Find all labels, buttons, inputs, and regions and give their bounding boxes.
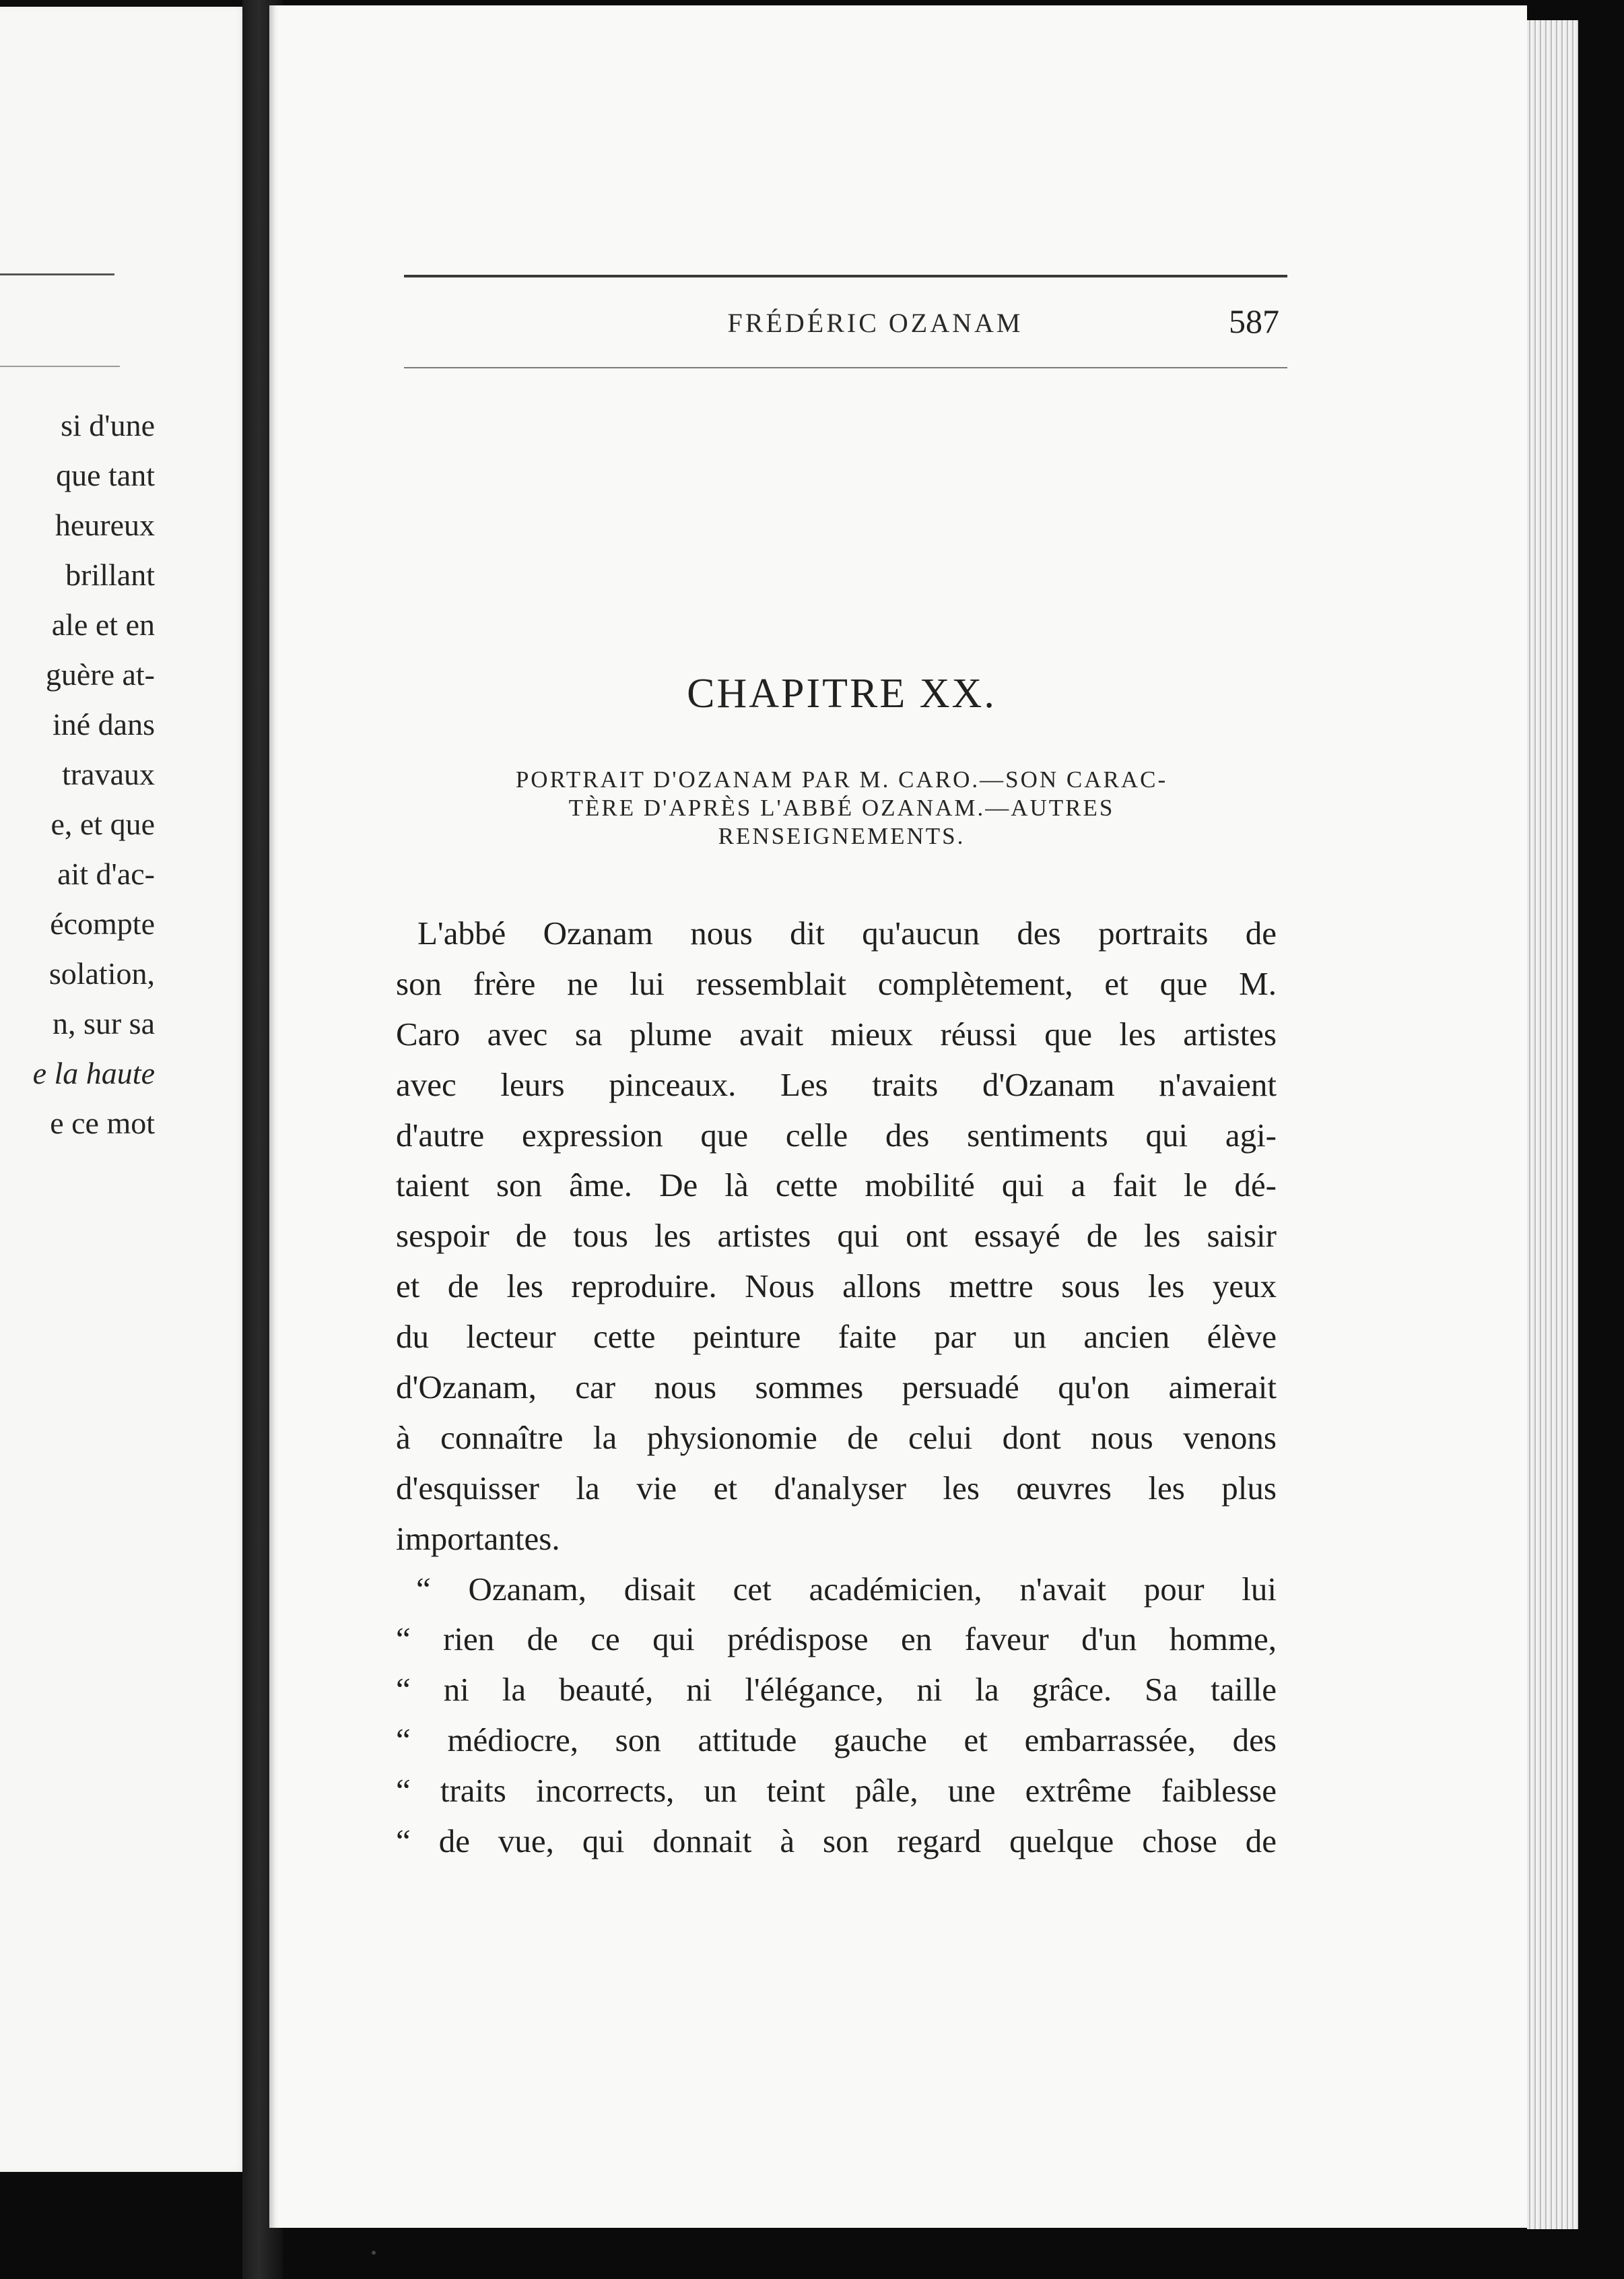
body-line: d'autre expression que celle des sentiments qui agi- [396,1116,1277,1154]
left-line: e ce mot [50,1106,155,1140]
left-line: ait d'ac- [57,857,155,891]
body-line: Caro avec sa plume avait mieux réussi que les artistes [396,1015,1277,1053]
body-line: “ de vue, qui donnait à son regard quelque chose de [396,1822,1277,1860]
body-line: L'abbé Ozanam nous dit qu'aucun des portraits de [417,915,1277,952]
body-line: taient son âme. De là cette mobilité qui a fait le dé- [396,1166,1277,1204]
left-line: guère at- [45,657,155,692]
body-line: sespoir de tous les artistes qui ont essayé de les saisir [396,1217,1277,1255]
left-header-rule-thin [0,366,120,367]
body-line: avec leurs pinceaux. Les traits d'Ozanam n'avaient [396,1065,1277,1103]
body-line: d'esquisser la vie et d'analyser les œuvres les plus [396,1469,1277,1507]
left-line: iné dans [52,707,155,741]
left-line: si d'une [61,408,155,442]
body-line: “ traits incorrects, un teint pâle, une extrême faiblesse [396,1772,1277,1810]
left-line: brillant [65,558,155,592]
running-head: FRÉDÉRIC OZANAM [727,308,1023,338]
left-header-rule [0,273,114,275]
left-line: ale et en [51,607,155,642]
scan-speck [372,2251,376,2255]
body-line: “ rien de ce qui prédispose en faveur d'un homme, [396,1620,1277,1658]
header-rule-top [404,275,1287,277]
body-line: importantes. [396,1519,560,1557]
body-line: à connaître la physionomie de celui dont nous venons [396,1418,1277,1456]
summary-line: RENSEIGNEMENTS. [718,823,966,849]
left-line: solation, [48,956,155,991]
left-line: que tant [56,458,155,492]
page-number: 587 [1229,302,1279,340]
body-line: son frère ne lui ressemblait complètement, et que M. [396,964,1277,1002]
left-line: heureux [55,508,155,542]
facing-page-left [0,7,256,2172]
chapter-title: CHAPITRE XX. [687,671,996,717]
left-line: e la haute [32,1056,155,1090]
page-edges [1527,20,1578,2229]
left-line: n, sur sa [52,1006,155,1041]
summary-line: PORTRAIT D'OZANAM PAR M. CARO.—SON CARAC- [515,766,1168,793]
summary-line: TÈRE D'APRÈS L'ABBÉ OZANAM.—AUTRES [568,795,1115,821]
body-line: “ Ozanam, disait cet académicien, n'avait pour lui [416,1570,1277,1608]
body-line: “ ni la beauté, ni l'élégance, ni la grâce. Sa taille [396,1671,1277,1709]
header-rule-bottom [404,367,1287,368]
left-line: écompte [50,906,155,941]
left-page-text [0,401,155,1148]
left-line: e, et que [50,807,155,841]
body-line: du lecteur cette peinture faite par un ancien élève [396,1318,1277,1356]
body-line: “ médiocre, son attitude gauche et embarrassée, des [396,1721,1277,1759]
body-line: d'Ozanam, car nous sommes persuadé qu'on aimerait [396,1368,1277,1406]
body-text [396,909,1277,1867]
left-line: travaux [62,757,155,791]
body-line: et de les reproduire. Nous allons mettre sous les yeux [396,1267,1277,1305]
chapter-summary [431,766,1252,851]
